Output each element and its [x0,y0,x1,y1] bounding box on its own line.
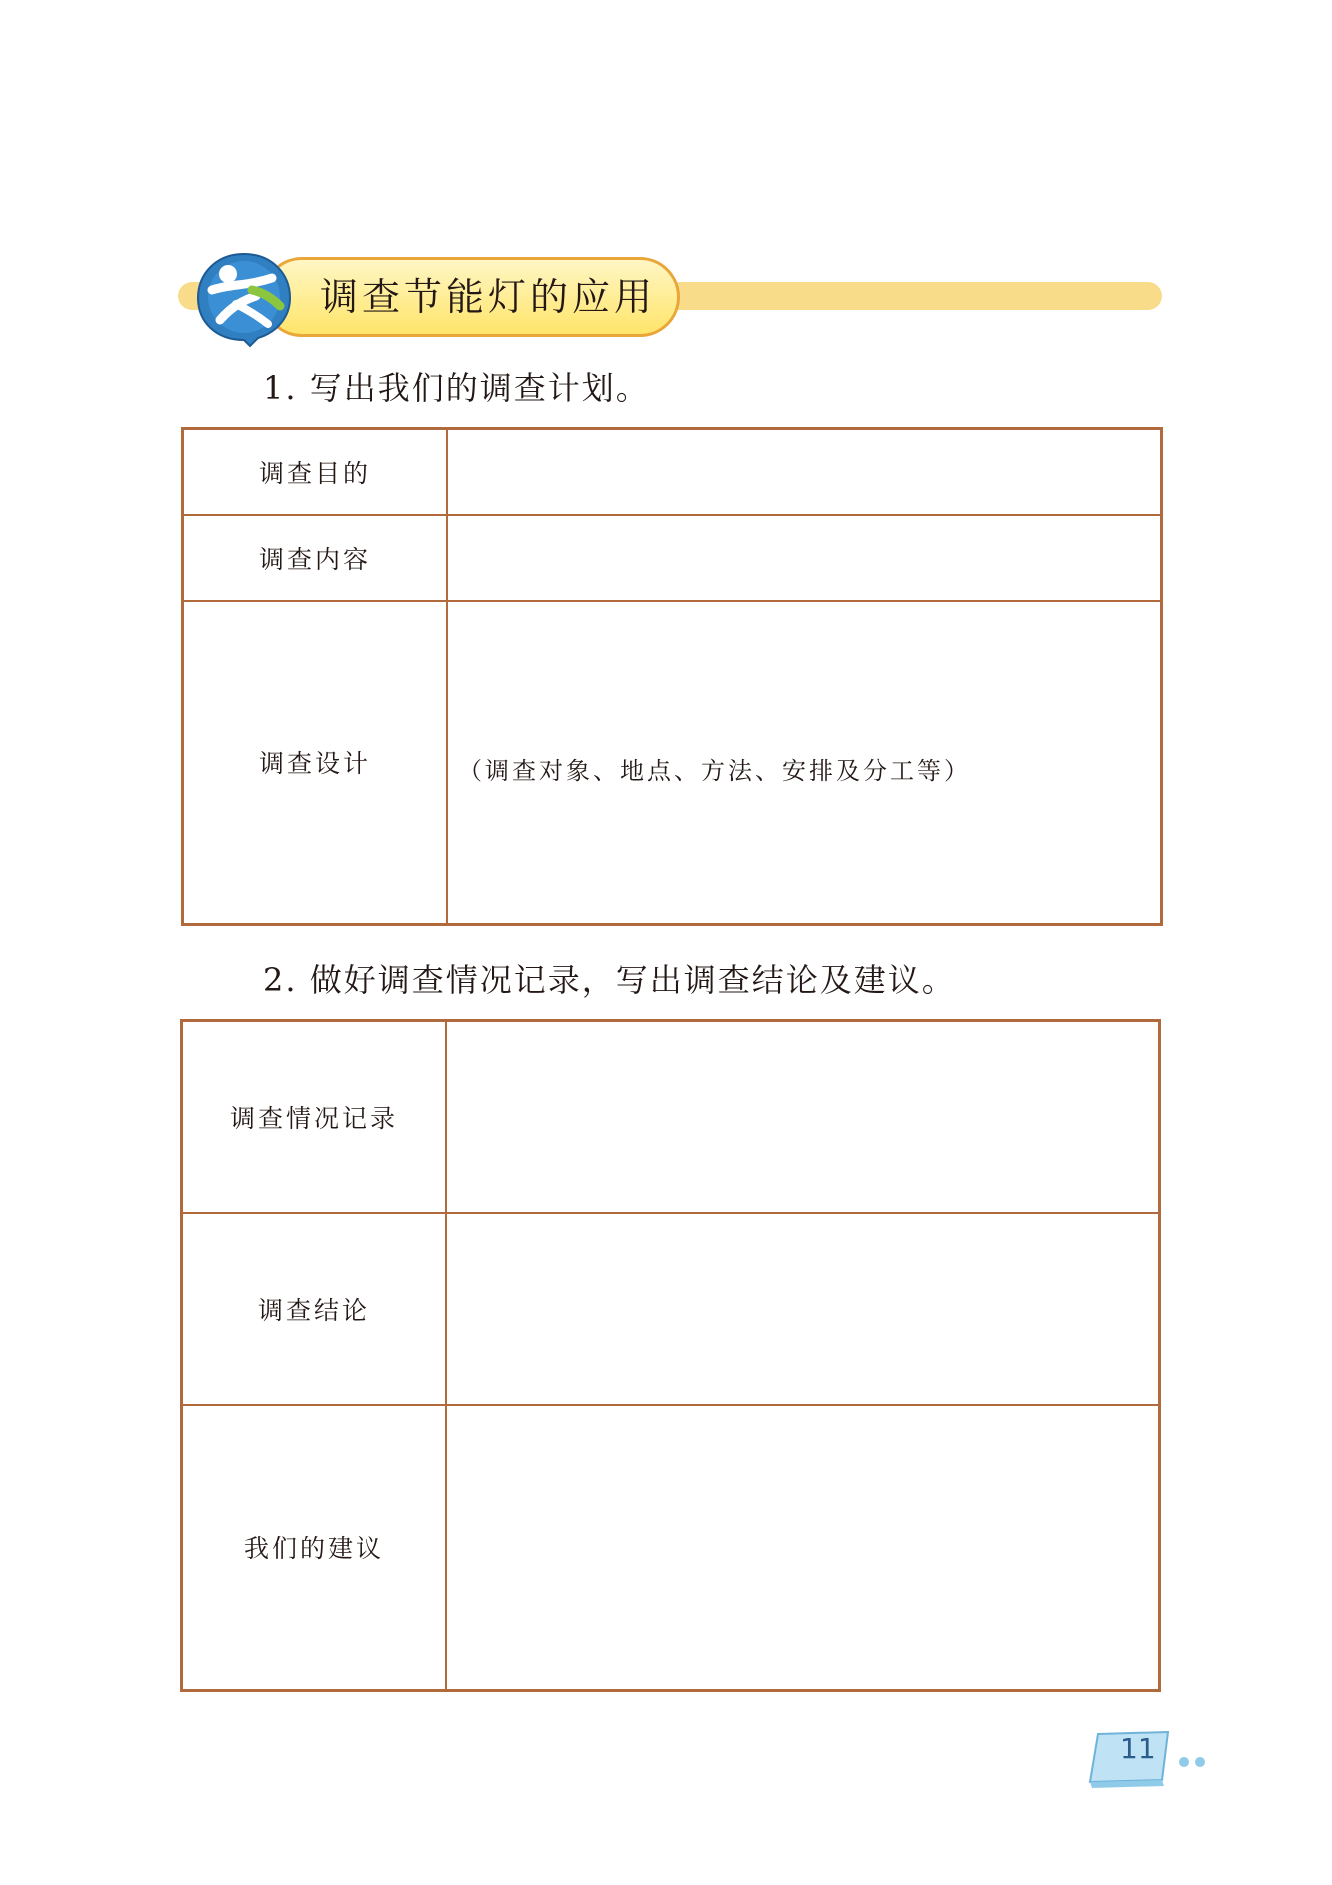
page-number-badge [1084,1728,1214,1788]
question-1-heading: 1. 写出我们的调查计划。 [263,369,650,407]
table-row [183,601,1162,925]
table-row [183,515,1162,601]
table-row [182,1021,1160,1213]
row-label-conclusion: 调查结论 [182,1213,447,1405]
input-cell-purpose[interactable] [447,429,1162,515]
table-row [182,1405,1160,1691]
input-cell-content[interactable] [447,515,1162,601]
row-label-design: 调查设计 [183,601,448,925]
survey-record-table [180,1019,1161,1692]
input-cell-conclusion[interactable] [446,1213,1160,1405]
question-2-heading: 2. 做好调查情况记录，写出调查结论及建议。 [263,961,956,999]
row-label-purpose: 调查目的 [183,429,448,515]
row-label-record: 调查情况记录 [182,1021,447,1213]
design-hint-text: （调查对象、地点、方法、安排及分工等） [458,756,971,785]
section-logo-icon [192,250,296,348]
table-row [183,429,1162,515]
row-label-content: 调查内容 [183,515,448,601]
page-number: 11 [1120,1732,1156,1765]
input-cell-suggestion[interactable] [446,1405,1160,1691]
table-row [182,1213,1160,1405]
input-cell-design[interactable] [447,601,1162,925]
survey-plan-table [181,427,1163,926]
input-cell-record[interactable] [446,1021,1160,1213]
row-label-suggestion: 我们的建议 [182,1405,447,1691]
section-title: 调查节能灯的应用 [320,275,657,319]
